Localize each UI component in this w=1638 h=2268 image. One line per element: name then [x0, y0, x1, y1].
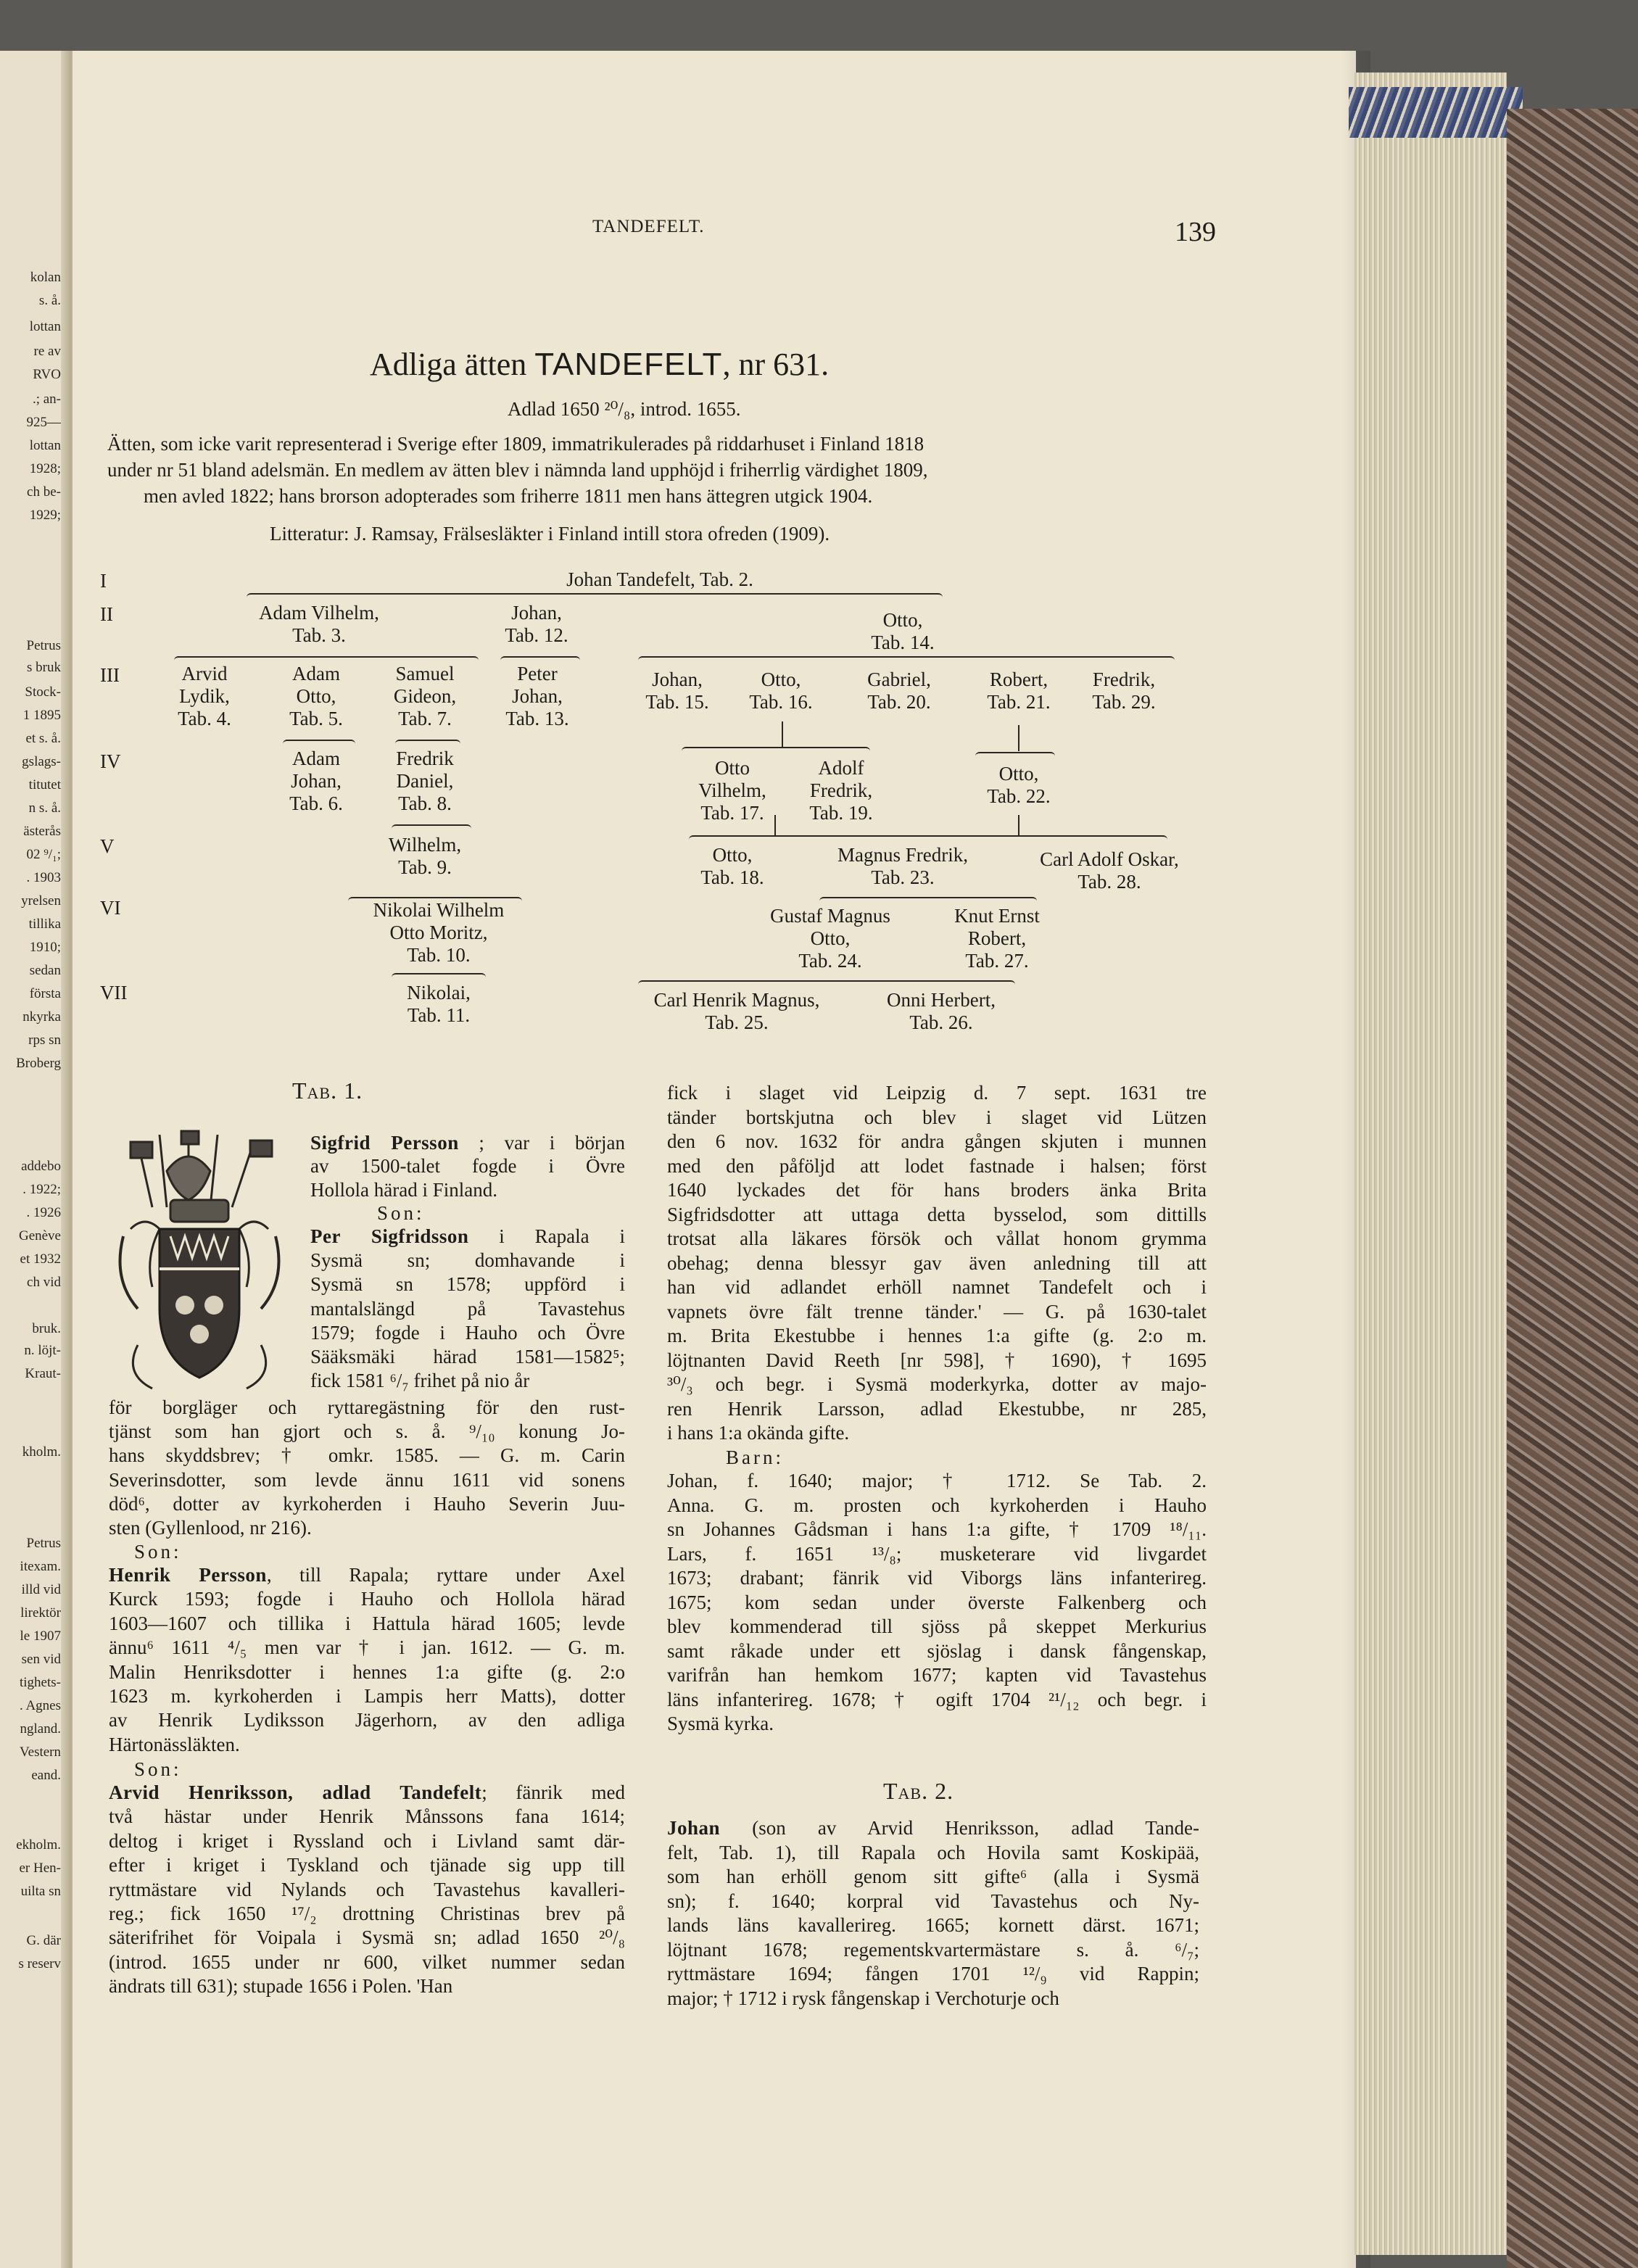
- text-line: Härtonässläkten.: [109, 1733, 240, 1755]
- left-page-fragment: re av: [33, 344, 61, 359]
- left-page-fragment: Petrus: [26, 1536, 61, 1551]
- tree-node-line: Vilhelm,: [698, 779, 766, 801]
- tree-stem: [1018, 815, 1019, 835]
- tree-node: [964, 848, 1254, 893]
- text-line: varifrån han hemkom 1677; kapten vid Tavastehus: [667, 1664, 1207, 1686]
- left-page-fragment: ekholm.: [16, 1837, 61, 1853]
- text-line: Malin Henriksdotter i hennes 1:a gifte (g. 2:o: [109, 1660, 625, 1683]
- left-page-fragment: kholm.: [22, 1444, 61, 1460]
- tree-node-line: Tab. 3.: [292, 624, 346, 646]
- generation-2: II: [100, 603, 113, 625]
- left-page-fragment: addebo: [21, 1159, 61, 1174]
- cover-top-edge: [1349, 87, 1523, 138]
- left-page-fragment: Stock-: [25, 684, 61, 700]
- text-line: ren Henrik Larsson, adlad Ekestubbe, nr 285,: [667, 1397, 1207, 1420]
- left-page-fragment: RVO: [33, 367, 61, 382]
- text-line: tjänst som han gjort och s. å. ⁹/₁₀ konung Jo-: [109, 1420, 625, 1443]
- tree-node-line: Magnus Fredrik,: [837, 844, 968, 866]
- left-page-fragment: nkyrka: [22, 1009, 61, 1025]
- text-line: säterifrihet för Voipala i Sysmä sn; adlad 1650 ²⁰/₈: [109, 1926, 625, 1949]
- tree-node-line: Fredrik,: [1092, 669, 1156, 690]
- tree-node-line: Adam: [292, 663, 340, 684]
- tree-node-line: Knut Ernst: [954, 905, 1040, 927]
- tree-node-line: Carl Adolf Oskar,: [1040, 848, 1179, 870]
- text-line: vapnets övre fält trenne tänder.' — G. på 1630-talet: [667, 1300, 1207, 1323]
- tree-node-line: Tab. 24.: [798, 950, 862, 972]
- tree-connector: [348, 897, 522, 906]
- title-suffix: , nr 631.: [722, 347, 830, 382]
- tree-connector: [392, 973, 486, 982]
- tree-node-line: Tab. 20.: [867, 691, 931, 713]
- coat-of-arms-image: [109, 1127, 290, 1403]
- text-line: löjtnant 1678; regementskvartermästare s. å. ⁶/₇;: [667, 1938, 1199, 1961]
- tree-connector: [395, 740, 460, 748]
- text-line: (introd. 1655 under nr 600, vilket nummer sedan: [109, 1950, 625, 1973]
- subtitle: Adlad 1650 ²⁰/₈, introd. 1655.: [508, 398, 741, 420]
- tree-node: [294, 899, 584, 967]
- tab1-son-label-1: Son:: [377, 1202, 425, 1224]
- text-line: löjtnanten David Reeth [nr 598], † 1690), † 1695: [667, 1349, 1207, 1371]
- text-line: Sääksmäki härad 1581—1582⁵;: [310, 1346, 625, 1367]
- left-page-fragment: 1928;: [29, 461, 61, 476]
- tab1-son-label-3: Son:: [134, 1758, 182, 1780]
- left-page-fragment: Broberg: [16, 1056, 61, 1071]
- text-line: felt, Tab. 1), till Rapala och Hovila samt Koskipää,: [667, 1841, 1199, 1863]
- tree-node: [515, 568, 805, 591]
- left-page-fragment: 1 1895: [22, 708, 61, 723]
- text-line: 1673; drabant; fänrik vid Viborgs läns infanterireg.: [667, 1567, 1207, 1589]
- tree-node-line: Tab. 25.: [705, 1011, 769, 1033]
- text-line: ³⁰/₃ och begr. i Sysmä moderkyrka, dotter av majo-: [667, 1373, 1207, 1395]
- text-line: obehag; denna blessyr gav även anledning till att: [667, 1251, 1207, 1274]
- tree-node-line: Otto,: [296, 685, 336, 707]
- title-prefix: Adliga ätten: [370, 347, 527, 382]
- literature: Litteratur: J. Ramsay, Frälsesläkter i Finland intill stora ofreden (1909).: [270, 523, 830, 545]
- tree-node-line: Tab. 29.: [1092, 691, 1156, 713]
- tree-node-line: Tab. 8.: [398, 792, 452, 814]
- left-page-fragment: tillika: [28, 916, 61, 932]
- left-page-fragment: gslags-: [22, 754, 61, 769]
- page-number: 139: [1175, 217, 1216, 247]
- tree-node-line: Johan,: [512, 685, 563, 707]
- tree-node-line: Otto,: [761, 669, 801, 690]
- left-page-fragment: et s. å.: [25, 731, 61, 746]
- tree-connector: [689, 835, 1167, 844]
- left-page-fragment: Vestern: [20, 1745, 61, 1760]
- person-name: Arvid Henriksson, adlad Tandefelt: [109, 1781, 482, 1803]
- tree-node-line: Tab. 11.: [407, 1004, 471, 1026]
- text-line: Johan (son av Arvid Henriksson, adlad Tande-: [667, 1817, 1199, 1839]
- intro-line-3: men avled 1822; hans brorson adopterades som friherre 1811 men hans ättegren utgick 1904.: [144, 485, 873, 507]
- tree-connector: [392, 824, 471, 833]
- text-line: 1640 lyckades det för hans broders änka Brita: [667, 1179, 1207, 1201]
- left-page-fragment: första: [29, 986, 61, 1001]
- tree-node-line: Adolf: [818, 757, 864, 779]
- tree-node-line: Adam: [292, 748, 340, 769]
- text-line: den 6 nov. 1632 för andra gången skjuten i munnen: [667, 1130, 1207, 1152]
- left-page-fragment: ch be-: [27, 484, 61, 500]
- tree-connector: [247, 593, 943, 602]
- text-line: sn Johannes Gådsman i hans 1:a gifte, † 1709 ¹⁸/₁₁.: [667, 1518, 1207, 1540]
- left-page-fragment: 1929;: [29, 508, 61, 523]
- tree-node-line: Adam Vilhelm,: [259, 602, 379, 624]
- tree-stem: [774, 815, 776, 835]
- tree-node: [874, 763, 1164, 808]
- text-line: lands läns kavallerireg. 1665; kornett därst. 1671;: [667, 1914, 1199, 1936]
- text-line: ryttmästare 1694; fången 1701 ¹²/₉ vid Rappin;: [667, 1963, 1199, 1984]
- left-page-fragment: lirektör: [20, 1605, 61, 1621]
- text-line: reg.; fick 1650 ¹⁷/₂ drottning Christinas brev på: [109, 1903, 625, 1924]
- tree-node-line: Onni Herbert,: [887, 989, 996, 1011]
- page-edges: [1354, 73, 1507, 2255]
- text-line: fick 1581 ⁶/₇ frihet på nio år: [310, 1370, 530, 1392]
- tab1-heading: Tab. 1.: [292, 1077, 363, 1104]
- tree-node-line: Otto,: [810, 927, 851, 949]
- text-line: Kurck 1593; fogde i Hauho och Hollola härad: [109, 1588, 625, 1610]
- text-line: ännu⁶ 1611 ⁴/₅ men var † i jan. 1612. — G. m.: [109, 1636, 625, 1659]
- generation-3: III: [100, 664, 120, 686]
- text-line: Sysmä sn 1578; uppförd i: [310, 1273, 625, 1296]
- tree-connector: [174, 656, 479, 665]
- tree-node: [852, 905, 1142, 972]
- text-line: Arvid Henriksson, adlad Tandefelt; fänrik med: [109, 1781, 625, 1803]
- left-page-fragment: s bruk: [27, 660, 61, 675]
- page-title: [370, 347, 829, 383]
- tree-node-line: Otto Moritz,: [389, 922, 488, 943]
- left-page-fragment: rps sn: [28, 1032, 61, 1048]
- tree-node-line: Nikolai,: [407, 982, 471, 1003]
- left-page-fragment: n s. å.: [28, 800, 61, 816]
- text-line: deltog i kriget i Ryssland och i Livland samt där-: [109, 1829, 625, 1852]
- left-page-fragment: ch vid: [27, 1275, 61, 1290]
- tree-node: [392, 602, 682, 647]
- left-page-fragment: s reserv: [18, 1956, 61, 1971]
- tree-node-line: Samuel: [395, 663, 455, 684]
- text-line: död⁶, dotter av kyrkoherden i Hauho Severin Juu-: [109, 1492, 625, 1515]
- tree-node: [294, 982, 584, 1027]
- tree-connector: [975, 752, 1055, 761]
- tree-node-line: Johan,: [291, 770, 342, 792]
- tree-node-line: Tab. 10.: [407, 944, 471, 966]
- text-line: av 1500-talet fogde i Övre: [310, 1155, 625, 1178]
- generation-1: I: [100, 570, 107, 592]
- tree-node-line: Tab. 16.: [749, 691, 813, 713]
- left-page-fragment: 1910;: [29, 940, 61, 955]
- left-page-fragment: tighets-: [20, 1675, 61, 1690]
- left-page-fragment: . 1922;: [22, 1182, 61, 1197]
- tree-node-line: Johan Tandefelt, Tab. 2.: [566, 568, 753, 590]
- tree-node: [979, 669, 1269, 713]
- text-line: 1675; kom sedan under överste Falkenberg och: [667, 1591, 1207, 1613]
- generation-4: IV: [100, 750, 121, 772]
- tree-node: [796, 989, 1086, 1034]
- tree-node-line: Tab. 19.: [809, 802, 873, 824]
- barn-label: Barn:: [726, 1447, 784, 1468]
- text-line: Lars, f. 1651 ¹³/₈; musketerare vid livgardet: [667, 1542, 1207, 1565]
- text-line: m. Brita Ekestubbe i hennes 1:a gifte (g. 2:o m.: [667, 1325, 1207, 1346]
- text-line: 1579; fogde i Hauho och Övre: [310, 1321, 625, 1344]
- left-page-fragment: sen vid: [21, 1652, 61, 1667]
- intro-line-1: Ätten, som icke varit representerad i Sverige efter 1809, immatrikulerades på riddarhuset i Finland 1818: [107, 433, 925, 455]
- generation-7: VII: [100, 982, 128, 1003]
- left-page-fragment: bruk.: [32, 1321, 61, 1336]
- left-page-fragment: titutet: [28, 777, 61, 792]
- left-page-fragment: . Agnes: [20, 1698, 61, 1713]
- tree-node-line: Gustaf Magnus: [770, 905, 890, 927]
- tree-node-line: Otto,: [882, 609, 923, 631]
- left-page-fragment: kolan: [30, 270, 61, 285]
- left-page-fragment: itexam.: [20, 1559, 61, 1574]
- tree-node-line: Otto: [714, 757, 750, 779]
- tree-node: [758, 609, 1048, 654]
- text-line: Johan, f. 1640; major; † 1712. Se Tab. 2.: [667, 1470, 1207, 1491]
- left-page-fragment: . 1903: [26, 870, 61, 885]
- person-name: Per Sigfridsson: [310, 1225, 469, 1247]
- tree-node-line: Carl Henrik Magnus,: [653, 989, 820, 1011]
- text-line: för borgläger och ryttaregästning för den rust-: [109, 1396, 625, 1418]
- left-page-fragment: Genève: [18, 1228, 61, 1243]
- tree-node-line: Nikolai Wilhelm: [373, 899, 505, 921]
- left-page-fragment: 925—: [26, 415, 61, 430]
- tree-node-line: Tab. 17.: [700, 802, 764, 824]
- tree-node: [280, 834, 570, 879]
- text-line: Anna. G. m. prosten och kyrkoherden i Hauho: [667, 1494, 1207, 1516]
- tree-stem: [782, 721, 783, 748]
- generation-6: VI: [100, 897, 121, 919]
- tree-connector: [682, 747, 870, 756]
- left-page-fragment: 02 ⁹/₁;: [26, 847, 61, 862]
- tree-stem: [1018, 725, 1019, 751]
- text-line: Sysmä sn; domhavande i: [310, 1249, 625, 1272]
- tree-node-line: Tab. 23.: [871, 866, 935, 888]
- text-line: med den påföljd att lodet fastnade i halsen; först: [667, 1154, 1207, 1177]
- text-line: fick i slaget vid Leipzig d. 7 sept. 1631 tre: [667, 1082, 1207, 1104]
- tree-node-line: Tab. 14.: [871, 632, 935, 653]
- text-line: efter i kriget i Tyskland och tjänade sig upp till: [109, 1854, 625, 1876]
- tree-node-line: Tab. 6.: [289, 792, 343, 814]
- tree-node-line: Tab. 15.: [645, 691, 709, 713]
- left-page-fragment: s. å.: [38, 293, 61, 308]
- tree-node-line: Lydik,: [179, 685, 230, 707]
- text-line: mantalslängd på Tavastehus: [310, 1297, 625, 1320]
- tree-node-line: Tab. 22.: [987, 785, 1051, 807]
- text-line: 1623 m. kyrkoherden i Lampis herr Matts), dotter: [109, 1685, 625, 1707]
- text-line: major; † 1712 i rysk fångenskap i Verchoturje och: [667, 1987, 1059, 2009]
- running-head: TANDEFELT.: [592, 217, 705, 236]
- text-line: Henrik Persson, till Rapala; ryttare under Axel: [109, 1564, 625, 1586]
- person-name: Henrik Persson: [109, 1564, 267, 1586]
- tree-node-line: Tab. 21.: [987, 691, 1051, 713]
- tree-node-line: Tab. 28.: [1077, 871, 1141, 893]
- person-name: Sigfrid Persson: [310, 1132, 459, 1154]
- text-line: i hans 1:a okända gifte.: [667, 1422, 850, 1444]
- left-page-fragment: le 1907: [20, 1628, 61, 1644]
- tab1-son-label-2: Son:: [134, 1541, 182, 1563]
- tree-connector: [638, 980, 1015, 989]
- tree-node-line: Fredrik: [396, 748, 454, 769]
- tree-node-line: Johan,: [652, 669, 703, 690]
- text-line: Per Sigfridsson i Rapala i: [310, 1225, 626, 1247]
- left-page-fragment: lottan: [29, 438, 61, 453]
- tree-node-line: Wilhelm,: [388, 834, 462, 856]
- text-line: Sysmä kyrka.: [667, 1713, 774, 1734]
- tree-node-line: Tab. 12.: [505, 624, 568, 646]
- text-line: 1603—1607 och tillika i Hattula härad 1605; levde: [109, 1612, 625, 1634]
- left-page-fragment: n. löjt-: [24, 1343, 61, 1358]
- text-line: tänder bortskjutna och blev i slaget vid Lützen: [667, 1106, 1207, 1128]
- left-page-fragment: er Hen-: [19, 1861, 61, 1876]
- tree-node-line: Gabriel,: [867, 669, 931, 690]
- tree-node-line: Tab. 27.: [965, 950, 1029, 972]
- tree-node-line: Gideon,: [393, 685, 457, 707]
- tree-node-line: Tab. 5.: [289, 708, 343, 729]
- tree-node-line: Fredrik,: [809, 779, 873, 801]
- tree-node-line: Robert,: [967, 927, 1027, 949]
- text-line: Sigfridsdotter att uttaga detta bysselod, som dittills: [667, 1203, 1207, 1225]
- tree-node-line: Tab. 26.: [909, 1011, 973, 1033]
- text-line: Sigfrid Persson ; var i början: [310, 1132, 625, 1154]
- tree-node-line: Peter: [517, 663, 558, 684]
- tree-connector: [638, 656, 1175, 665]
- generation-5: V: [100, 835, 115, 857]
- text-line: hans skyddsbrev; † omkr. 1585. — G. m. Carin: [109, 1444, 625, 1467]
- tree-node-line: Tab. 18.: [700, 866, 764, 888]
- text-line: Severinsdotter, som levde ännu 1611 vid sonens: [109, 1468, 625, 1491]
- tree-node: [280, 748, 570, 815]
- text-line: Hollola härad i Finland.: [310, 1178, 497, 1201]
- left-page-fragment: ästerås: [23, 824, 61, 839]
- marbled-cover: [1507, 109, 1638, 2268]
- text-line: som han erhöll genom sitt gifte⁶ (alla i Sysmä: [667, 1866, 1199, 1887]
- left-page-fragment: Petrus: [26, 638, 61, 653]
- tree-node-line: Tab. 4.: [178, 708, 231, 729]
- title-name: TANDEFELT: [534, 347, 723, 382]
- left-page-fragment: ngland.: [20, 1721, 61, 1737]
- tab2-heading: Tab. 2.: [883, 1778, 954, 1804]
- tree-node-line: Arvid: [181, 663, 228, 684]
- tree-node-line: Otto,: [712, 844, 753, 866]
- left-page-fragment: sedan: [29, 963, 61, 978]
- left-page-fragment: eand.: [31, 1768, 61, 1783]
- tree-node-line: Tab. 7.: [398, 708, 452, 729]
- left-page-fragment: .; an-: [32, 392, 61, 407]
- text-line: sten (Gyllenlood, nr 216).: [109, 1517, 312, 1539]
- left-page-fragment: G. där: [26, 1933, 61, 1948]
- text-line: blev kommenderad till sjöss på skeppet Merkurius: [667, 1615, 1207, 1637]
- left-page-fragment: . 1926: [26, 1205, 61, 1220]
- text-line: ändrats till 631); stupade 1656 i Polen. 'Han: [109, 1975, 453, 1998]
- text-line: ryttmästare vid Nylands och Tavastehus kavalleri-: [109, 1878, 625, 1900]
- tree-connector: [819, 897, 1037, 906]
- tree-connector: [500, 656, 580, 665]
- tree-node-line: Otto,: [998, 763, 1039, 785]
- tree-connector: [283, 740, 355, 748]
- left-page-fragment: uilta sn: [20, 1884, 61, 1899]
- text-line: sn); f. 1640; korpral vid Tavastehus och Ny-: [667, 1890, 1199, 1912]
- text-line: trotsat alla läkares försök och vållat honom grymma: [667, 1228, 1207, 1249]
- left-page-fragment: yrelsen: [21, 893, 61, 909]
- left-page-fragment: et 1932: [20, 1251, 61, 1267]
- left-page-fragment: illd vid: [21, 1582, 61, 1597]
- tree-node-line: Tab. 13.: [505, 708, 569, 729]
- text-line: två hästar under Henrik Månssons fana 1614;: [109, 1805, 625, 1828]
- text-line: han vid adlandet erhöll namnet Tandefelt och i: [667, 1276, 1207, 1298]
- tree-node-line: Daniel,: [396, 770, 454, 792]
- text-line: läns infanterireg. 1678; † ogift 1704 ²¹/₁₂ och begr. i: [667, 1688, 1207, 1710]
- tree-node-line: Johan,: [511, 602, 562, 624]
- tree-node-line: Tab. 9.: [398, 856, 452, 878]
- tree-node-line: Robert,: [989, 669, 1048, 690]
- intro-line-2: under nr 51 bland adelsmän. En medlem av ätten blev i nämnda land upphöjd i friherrlig värdighet 1809,: [107, 459, 928, 481]
- person-name: Johan: [667, 1817, 721, 1839]
- left-page-fragment: lottan: [29, 319, 61, 334]
- left-page-fragment: Kraut-: [25, 1366, 61, 1381]
- text-line: samt råkade under ett sjöslag i dansk fångenskap,: [667, 1639, 1207, 1662]
- text-line: av Henrik Lydiksson Jägerhorn, av den adliga: [109, 1709, 625, 1731]
